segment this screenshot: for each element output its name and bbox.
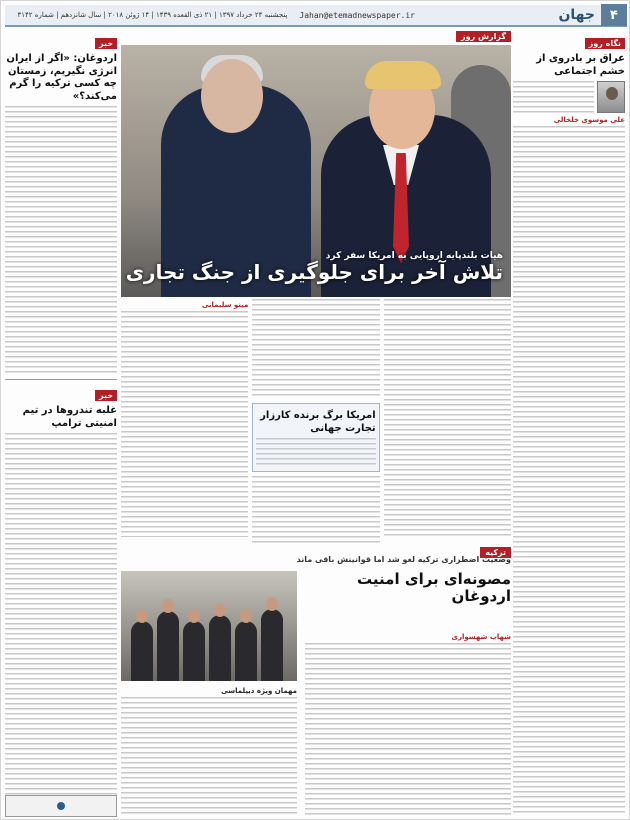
- divider: [5, 379, 117, 380]
- hero-caption: [126, 251, 503, 283]
- hero-subtitle: هیات بلندپایه اروپایی به امریکا سفر کرد: [325, 251, 503, 261]
- left-column: [5, 31, 117, 817]
- highlight-headline: امریکا برگ برنده کارزار تجارت جهانی: [260, 410, 376, 434]
- hero-title: تلاش آخر برای جلوگیری از جنگ تجاری: [125, 260, 503, 284]
- bottom-kicker: وضعیت اضطراری ترکیه لغو شد اما قوانینش باقی ماند: [296, 555, 511, 564]
- footer-ad: [5, 795, 117, 817]
- highlight-box: [252, 403, 379, 472]
- story-column-3: [121, 299, 248, 545]
- section-title: جهان: [558, 7, 595, 23]
- center-column: [121, 31, 511, 817]
- caption-body: [121, 697, 297, 815]
- bottom-byline: شهاب شهسواری: [451, 633, 511, 641]
- highlight-body: [256, 438, 375, 468]
- bottom-story: [121, 548, 511, 817]
- right-column: [513, 31, 625, 817]
- crowd-figure: [261, 609, 283, 681]
- bottom-body: [305, 643, 511, 815]
- news-headline-erdogan: اردوغان: «اگر از ایران انرژی نگیریم، زمستان چه کسی ترکیه را گرم می‌کند؟»: [6, 53, 117, 102]
- photo-caption-wrap: [121, 685, 297, 815]
- bottom-headline: مصونه‌ای برای امنیت اردوغان: [357, 570, 511, 606]
- news-body-trump-team: [5, 433, 117, 809]
- photo-caption: مهمان ویژه دیپلماسی: [221, 687, 297, 695]
- story-grid: [121, 299, 511, 545]
- news-tag-2: خبر: [95, 390, 117, 401]
- news-headline-trump-team: غلبه تندروها در تیم امنیتی ترامپ: [22, 405, 117, 429]
- contact-email: Jahan@etemadnewspaper.ir: [299, 10, 415, 20]
- story-body-2b: [252, 476, 379, 545]
- news-tag: خبر: [95, 38, 117, 49]
- bottom-tag: ترکیه: [480, 547, 511, 558]
- page-number: ۴: [601, 4, 627, 26]
- report-tag: گزارش روز: [456, 31, 511, 42]
- opinion-headline: عراق بر بادروی از خشم اجتماعی: [536, 53, 625, 77]
- logo-icon: [57, 802, 65, 810]
- hero-photo: [121, 45, 511, 297]
- crowd-figure: [209, 615, 231, 681]
- photo-head-left: [201, 59, 263, 133]
- story-body-3: [121, 311, 248, 537]
- column-tag: نگاه روز: [585, 38, 625, 49]
- story-body-2a: [252, 299, 379, 399]
- author-photo: [597, 81, 625, 113]
- parliament-photo: [121, 571, 297, 681]
- masthead: [5, 5, 627, 27]
- story-column-2: [252, 299, 379, 545]
- story-byline: مینو سلیمانی: [201, 301, 249, 309]
- intro-text: [513, 81, 594, 113]
- crowd-figure: [131, 621, 153, 681]
- crowd-figure: [157, 611, 179, 681]
- news-body-erdogan: [5, 106, 117, 376]
- crowd-figure: [183, 621, 205, 681]
- opinion-body: [513, 126, 625, 816]
- photo-hair-right: [365, 61, 441, 89]
- author-box: [513, 81, 625, 113]
- author-name: علی موسوی خلخالی: [553, 116, 625, 124]
- story-column-1: [384, 299, 511, 545]
- story-body-1: [384, 299, 511, 539]
- crowd-figure: [235, 621, 257, 681]
- issue-date: پنجشنبه ۲۴ خرداد ۱۳۹۷ | ۲۱ ذی القعده ۱۴۳۹ | ۱۴ ژوئن ۲۰۱۸ | سال شانزدهم | شماره ۴۱۴۲: [17, 11, 288, 19]
- bottom-body-wrap: [305, 631, 511, 815]
